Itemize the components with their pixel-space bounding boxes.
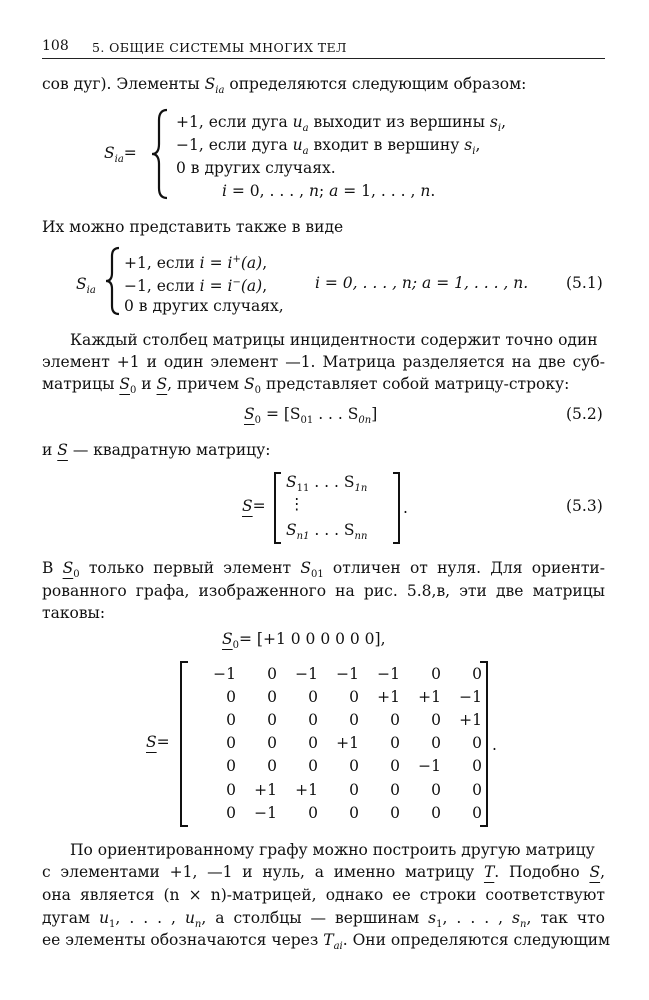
def2-lhs-sym: S xyxy=(76,275,87,293)
matrix-cell: 0 xyxy=(472,780,482,799)
matrix-cell: 0 xyxy=(431,734,441,753)
p6-l4e: , так что xyxy=(526,909,605,927)
p6-l4d: , . . . , xyxy=(442,909,513,927)
p1-pre: сов дуг). Элементы xyxy=(42,75,205,93)
matrix-cell: 0 xyxy=(431,803,441,822)
p5-s01-sub: 01 xyxy=(310,569,324,580)
eq53-lhs-sym: S xyxy=(242,497,253,515)
p5-s01: S xyxy=(300,559,311,577)
matrix-row xyxy=(195,708,482,731)
p5-l1b: только первый элемент xyxy=(79,559,301,577)
p6-sn-sub: n xyxy=(520,919,527,930)
p6-s1-sub: 1 xyxy=(436,919,443,930)
paragraph-2: Их можно представить также в виде xyxy=(42,218,344,236)
p6-tai-sub: ai xyxy=(333,941,343,952)
matrix-cell: −1 xyxy=(418,757,441,776)
p4-post: — квадратную матрицу: xyxy=(67,441,271,459)
def2-case1-i2: i xyxy=(227,254,233,273)
matrix-cell: 0 xyxy=(431,664,441,683)
def2-lhs xyxy=(76,272,96,303)
p6-l4c: , а столбцы — вершинам xyxy=(201,909,429,927)
matrix-row xyxy=(195,778,482,801)
p6-un-sub: n xyxy=(194,919,202,930)
p6-l5a: ее элементы обозначаются через xyxy=(42,931,324,949)
matrix-cell: 0 xyxy=(390,734,400,753)
header-rule xyxy=(42,58,605,59)
def2-case2-i2: i xyxy=(227,277,233,296)
matrix-cell: −1 xyxy=(295,664,318,683)
def2-case1-sup: + xyxy=(232,254,241,265)
running-title: 5. ОБЩИЕ СИСТЕМЫ МНОГИХ ТЕЛ xyxy=(92,40,347,55)
p4-pre: и xyxy=(42,441,58,459)
p6-tai: T xyxy=(323,931,334,949)
matrix-row xyxy=(195,801,482,824)
matrix-cell: 0 xyxy=(226,734,236,753)
eq52-close: ] xyxy=(371,405,378,423)
matrix-row xyxy=(195,662,482,685)
p3-s0b-sub: 0 xyxy=(254,385,262,396)
eqno-5-3: (5.3) xyxy=(566,497,603,515)
matrix-cell: 0 xyxy=(308,687,318,706)
p6-l5b: . Они определяются следующим xyxy=(342,931,611,949)
def1-case1-s: s xyxy=(489,113,498,131)
matrix-cell: −1 xyxy=(254,803,277,822)
def1-range-mid: ; xyxy=(318,182,330,200)
eq53-r1a: S xyxy=(286,473,297,491)
page-number: 108 xyxy=(42,38,69,54)
matrix-cell: +1 xyxy=(377,687,400,706)
matrix-cell: 0 xyxy=(267,664,277,683)
eq53-r1dots: . . . S xyxy=(309,473,355,491)
p1-sub: ia xyxy=(215,85,225,96)
def1-lhs-sub: ia xyxy=(114,154,124,165)
matrix-cell: 0 xyxy=(349,757,359,776)
def1-case2-end: , xyxy=(475,136,481,154)
def2-lhs-sub: ia xyxy=(86,285,96,296)
eq52-dots: . . . S xyxy=(313,405,359,423)
paragraph-1 xyxy=(42,72,526,103)
def2-case2-arg: (a) xyxy=(240,277,263,296)
def1-range-eq2: = 1, . . . , xyxy=(338,182,421,200)
def1-case1-u: u xyxy=(292,113,303,131)
p6-l4a: дугам xyxy=(42,909,100,927)
matrix-cell: 0 xyxy=(308,757,318,776)
def2-case1-eq: = xyxy=(204,254,228,273)
matrix-cell: 0 xyxy=(390,757,400,776)
matrix-cell: 0 xyxy=(267,757,277,776)
def1-case1-usub: a xyxy=(302,123,309,134)
matrix-row xyxy=(195,685,482,708)
matrix-cell: 0 xyxy=(226,780,236,799)
p3-l3b: и xyxy=(136,375,157,393)
matrix-cell: 0 xyxy=(308,710,318,729)
paragraph-4 xyxy=(42,438,271,462)
eq-s0-rhs: = [+1 0 0 0 0 0 0], xyxy=(239,630,386,648)
matrix-s-lhs xyxy=(146,730,170,754)
def2-case1-arg: (a) xyxy=(240,254,263,273)
def1-case2-usub: a xyxy=(302,146,309,157)
p3-l3c: , причем xyxy=(167,375,245,393)
matrix-s-lhs-sym: S xyxy=(146,733,157,751)
p3-s0-sym: S xyxy=(119,375,130,393)
def1-case2-ssub: i xyxy=(472,146,476,157)
p5-line2: рованного графа, изображенного на рис. 5.8,в, эти две матрицы xyxy=(42,582,605,600)
matrix-cell: 0 xyxy=(431,710,441,729)
matrix-cell: 0 xyxy=(431,780,441,799)
matrix-cell: 0 xyxy=(308,803,318,822)
def1-range-eq1: = 0, . . . , xyxy=(226,182,309,200)
p6-line2 xyxy=(42,860,605,884)
p3-l3a: матрицы xyxy=(42,375,120,393)
def1-case2-u: u xyxy=(292,136,303,154)
eq53-r1bs: 1n xyxy=(354,483,368,494)
matrix-cell: +1 xyxy=(336,734,359,753)
matrix-cell: +1 xyxy=(459,710,482,729)
matrix-cell: 0 xyxy=(267,710,277,729)
p6-u1-sub: 1 xyxy=(109,919,116,930)
matrix-cell: 0 xyxy=(472,803,482,822)
matrix-s-eq: = xyxy=(156,733,170,751)
p4-s: S xyxy=(57,441,68,459)
matrix-cell: 0 xyxy=(349,780,359,799)
def1-case2-val: −1, если дуга xyxy=(176,136,293,154)
p6-un: u xyxy=(184,909,195,927)
def2-case1-end: , xyxy=(262,254,268,273)
def1-range-a: a xyxy=(329,182,339,200)
def1-case1-end: , xyxy=(501,113,506,131)
eq53-period: . xyxy=(403,499,408,517)
def1-case3: 0 в других случаях. xyxy=(176,159,336,177)
matrix-cell: 0 xyxy=(226,710,236,729)
matrix-s-period: . xyxy=(492,736,497,754)
p5-s0: S xyxy=(62,559,74,577)
p6-line1: По ориентированному графу можно построить другую матрицу xyxy=(70,841,595,859)
eq53-row3 xyxy=(286,518,367,549)
def1-range-i: i xyxy=(222,182,227,200)
def1-case1-ssub: i xyxy=(497,123,502,134)
matrix-cell: 0 xyxy=(472,757,482,776)
def1-lhs-sym: S xyxy=(104,144,115,162)
matrix-cell: 0 xyxy=(349,710,359,729)
def1-range-end: . xyxy=(430,182,436,200)
def1-brace xyxy=(150,108,172,200)
matrix-cell: +1 xyxy=(418,687,441,706)
eqno-5-1: (5.1) xyxy=(566,274,603,292)
eq-s0-sub: 0 xyxy=(232,640,239,651)
p5-s0-sub: 0 xyxy=(73,569,80,580)
p6-l4b: , . . . , xyxy=(115,909,185,927)
p6-l2b: . Подобно xyxy=(494,863,590,881)
eq52-s0n: 0n xyxy=(358,415,372,426)
eq-s0-row xyxy=(222,627,386,658)
p6-s: S xyxy=(589,863,601,881)
eq52-s01: 01 xyxy=(300,415,314,426)
matrix-cell: 0 xyxy=(390,780,400,799)
p6-l2c: , xyxy=(600,863,605,881)
def2-brace xyxy=(104,246,124,316)
eq53-r1as: 11 xyxy=(296,483,310,494)
p6-s1: s xyxy=(428,909,437,927)
matrix-cell: −1 xyxy=(459,687,482,706)
p5-l1c: отличен от нуля. Для ориенти- xyxy=(323,559,605,577)
p3-line1: Каждый столбец матрицы инцидентности содержит точно один xyxy=(70,331,598,349)
matrix-cell: −1 xyxy=(213,664,236,683)
matrix-cell: 0 xyxy=(349,687,359,706)
def1-range xyxy=(222,179,435,203)
def2-case2-eq: = xyxy=(204,277,228,296)
eq-5-2 xyxy=(244,402,377,433)
p6-sn: s xyxy=(512,909,520,927)
matrix-cell: 0 xyxy=(349,803,359,822)
p5-l1a: В xyxy=(42,559,63,577)
def1-case1-rest: выходит из вершины xyxy=(308,113,490,131)
matrix-cell: 0 xyxy=(472,664,482,683)
p3-l3d: представляет собой матрицу-строку: xyxy=(261,375,570,393)
matrix-cell: 0 xyxy=(390,803,400,822)
def2-case3: 0 в других случаях, xyxy=(124,297,284,315)
eq53-r3dots: . . . S xyxy=(309,521,355,539)
p3-s0-sub: 0 xyxy=(129,385,137,396)
matrix-cell: −1 xyxy=(377,664,400,683)
matrix-cell: 0 xyxy=(472,734,482,753)
matrix-s xyxy=(195,662,482,824)
eq52-rhs: = [S xyxy=(265,405,301,423)
p1-sym: S xyxy=(204,75,216,93)
p3-line2: элемент +1 и один элемент —1. Матрица разделяется на две суб- xyxy=(42,353,605,371)
def2-case2-i: i xyxy=(199,277,205,296)
p6-u1: u xyxy=(99,909,110,927)
def1-lhs xyxy=(104,141,137,172)
def2-case2-sup: − xyxy=(232,277,241,288)
def1-eq: = xyxy=(123,144,137,162)
matrix-cell: 0 xyxy=(226,757,236,776)
eq53-r3as: n1 xyxy=(296,531,310,542)
eq53-r3a: S xyxy=(286,521,297,539)
matrix-row xyxy=(195,732,482,755)
p3-s-sym: S xyxy=(156,375,168,393)
def1-range-n1: n xyxy=(308,182,319,200)
matrix-cell: −1 xyxy=(336,664,359,683)
eq53-eq: = xyxy=(252,497,266,515)
p1-post: определяются следующим образом: xyxy=(224,75,527,93)
def2-case2-end: , xyxy=(262,277,268,296)
def1-case1-val: +1, если дуга xyxy=(176,113,293,131)
def2-range-text: i = 0, . . . , n; a = 1, . . . , n. xyxy=(315,274,529,292)
eq53-r3bs: nn xyxy=(354,531,368,542)
p3-line3 xyxy=(42,372,569,403)
p6-l2a: с элементами +1, —1 и нуль, а именно матрицу xyxy=(42,863,484,881)
p5-line3: таковы: xyxy=(42,604,106,622)
def2-case1-val: +1, если xyxy=(124,254,200,273)
matrix-cell: 0 xyxy=(226,803,236,822)
eq53-lhs xyxy=(242,494,266,518)
p6-line3: она является (n × n)-матрицей, однако ее строки соответствуют xyxy=(42,886,605,904)
def2-case2-val: −1, если xyxy=(124,277,200,296)
def2-case1-i: i xyxy=(199,254,205,273)
def1-case2-rest: входит в вершину xyxy=(308,136,465,154)
matrix-cell: 0 xyxy=(267,687,277,706)
def1-range-n2: n xyxy=(420,182,431,200)
def1-case2-s: s xyxy=(464,136,473,154)
p6-line5 xyxy=(42,928,611,959)
eq53-vdots: ⋮ xyxy=(289,495,305,513)
p6-t: T xyxy=(483,863,495,881)
matrix-cell: 0 xyxy=(308,734,318,753)
matrix-cell: 0 xyxy=(390,710,400,729)
eq52-lhs-sub: 0 xyxy=(254,415,261,426)
p3-s0b-sym: S xyxy=(244,375,255,393)
matrix-cell: +1 xyxy=(295,780,318,799)
eq-s0-lhs: S xyxy=(222,630,233,648)
matrix-cell: +1 xyxy=(254,780,277,799)
matrix-cell: 0 xyxy=(267,734,277,753)
eq52-lhs: S xyxy=(244,405,255,423)
def2-range xyxy=(315,271,528,295)
matrix-cell: 0 xyxy=(226,687,236,706)
matrix-row xyxy=(195,755,482,778)
eqno-5-2: (5.2) xyxy=(566,405,603,423)
